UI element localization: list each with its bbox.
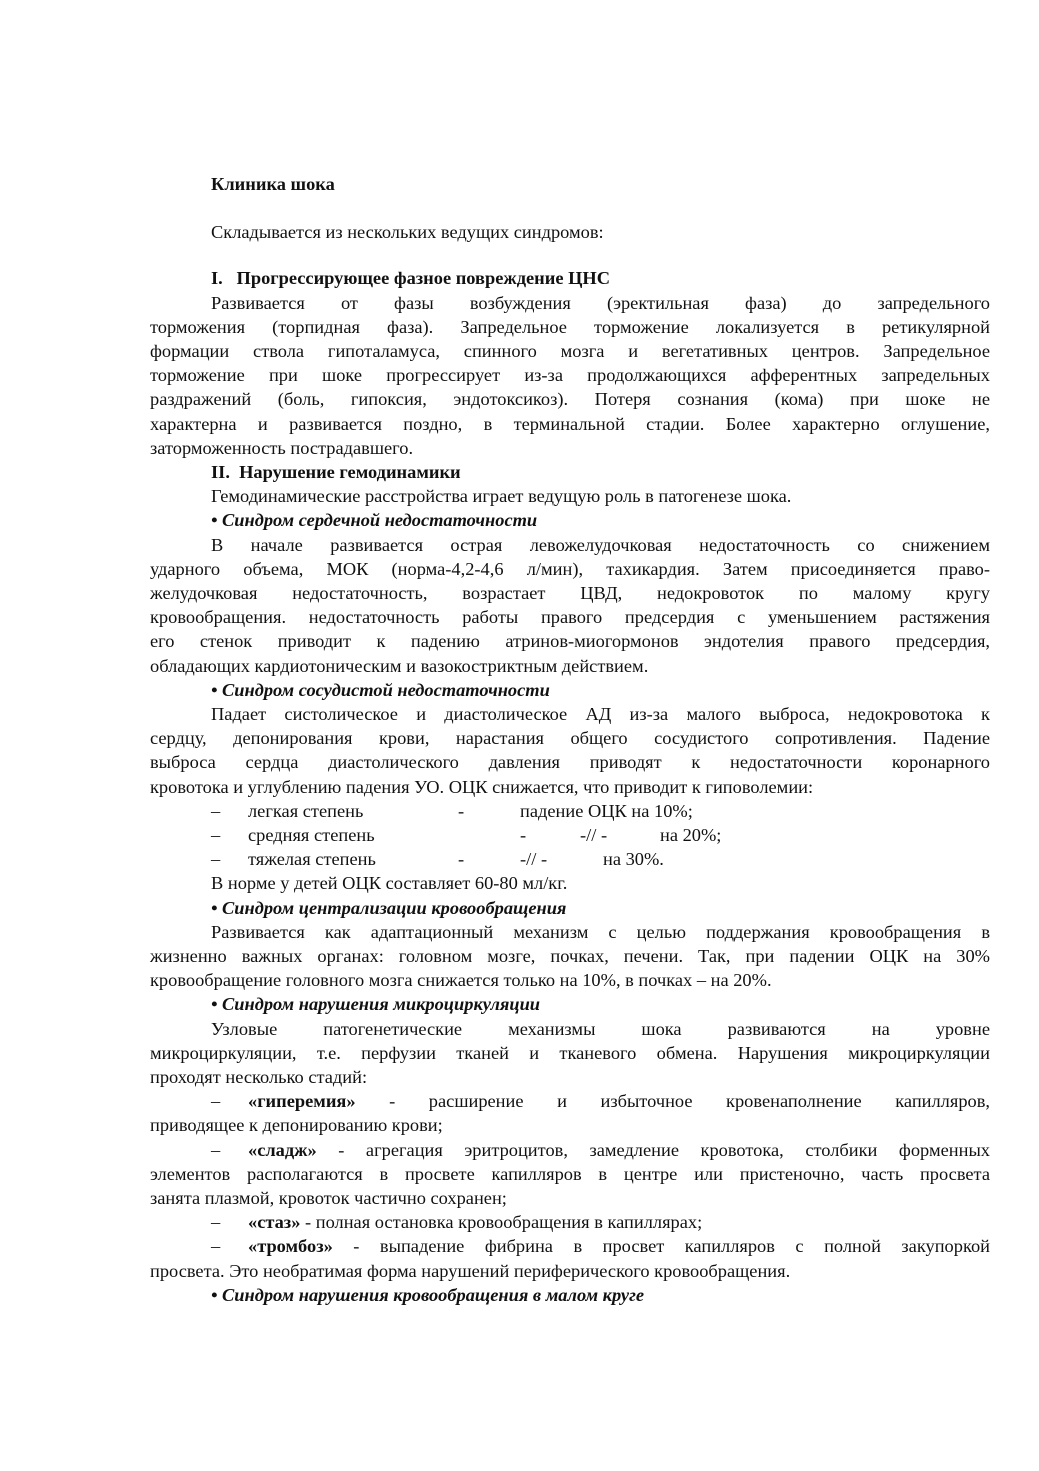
degree-ditto: -// -	[580, 825, 608, 846]
paragraph-line: кровообращение головного мозга снижается только на 10%, в почках – на 20%.	[150, 970, 772, 991]
paragraph-line: торможение при шоке прогрессирует из-за продолжающихся афферентных запредельных	[150, 365, 990, 386]
paragraph-line: микроциркуляции, т.е. перфузии тканей и тканевого обмена. Нарушения микроциркуляции	[150, 1042, 990, 1063]
stage-item	[150, 1138, 990, 1162]
degree-value: на 30%.	[603, 849, 664, 870]
subsection-heading-heart: • Синдром сердечной недостаточности	[211, 510, 538, 531]
stage-description: - агрегация эритроцитов, замедление кровотока, столбики форменных	[316, 1139, 990, 1160]
subsection-heading-centralization: • Синдром централизации кровообращения	[211, 897, 567, 918]
degree-name: легкая степень	[248, 800, 364, 821]
list-dash: –	[211, 1139, 221, 1160]
hypovolemia-degree-row	[150, 823, 990, 847]
subsection-heading-microcirculation: • Синдром нарушения микроциркуляции	[211, 994, 541, 1015]
paragraph-line: Развивается как адаптационный механизм с целью поддержания кровообращения в	[211, 921, 990, 942]
degree-separator: -	[458, 800, 465, 821]
stage-term: «стаз»	[248, 1212, 301, 1233]
paragraph-line: ударного объема, МОК (норма-4,2-4,6 л/мин), тахикардия. Затем присоединяется право-	[150, 558, 990, 579]
document-page	[150, 172, 990, 1307]
paragraph-line: Развивается от фазы возбуждения (эректильная фаза) до запредельного	[211, 292, 990, 313]
degree-value: на 20%;	[660, 825, 722, 846]
degree-separator: -	[520, 825, 527, 846]
list-dash: –	[211, 825, 221, 846]
paragraph-line: его стенок приводит к падению атринов-миогормонов эндотелия правого предсердия,	[150, 631, 990, 652]
stage-item	[150, 1210, 990, 1234]
paragraph-line: формации ствола гипоталамуса, спинного мозга и вегетативных центров. Запредельное	[150, 341, 990, 362]
paragraph-line: желудочковая недостаточность, возрастает ЦВД, недокровоток по малому кругу	[150, 583, 990, 604]
degree-ditto: -// -	[520, 849, 548, 870]
stage-item	[150, 1234, 990, 1258]
list-dash: –	[211, 849, 221, 870]
list-dash: –	[211, 800, 221, 821]
stage-description: - выпадение фибрина в просвет капилляров с полной закупоркой	[332, 1236, 990, 1257]
paragraph-line: Узловые патогенетические механизмы шока развиваются на уровне	[211, 1018, 990, 1039]
stage-term: «гиперемия»	[248, 1091, 356, 1112]
hypovolemia-degree-row	[150, 847, 990, 871]
paragraph-line: кровотока и углублению падения УО. ОЦК снижается, что приводит к гиповолемии:	[150, 776, 814, 797]
section-heading-hemodynamics: II. Нарушение гемодинамики	[211, 462, 461, 483]
paragraph-line: просвета. Это необратимая форма нарушений периферического кровообращения.	[150, 1260, 791, 1281]
list-dash: –	[211, 1236, 221, 1257]
degree-name: тяжелая степень	[248, 849, 376, 870]
subsection-heading-vascular: • Синдром сосудистой недостаточности	[211, 679, 550, 700]
stage-description: - полная остановка кровообращения в капиллярах;	[300, 1212, 703, 1233]
list-dash: –	[211, 1091, 221, 1112]
list-dash: –	[211, 1212, 221, 1233]
hypovolemia-degree-row	[150, 799, 990, 823]
stage-term: «сладж»	[248, 1139, 317, 1160]
degree-separator: -	[458, 849, 465, 870]
paragraph-line: Гемодинамические расстройства играет ведущую роль в патогенезе шока.	[211, 486, 792, 507]
intro-text: Складывается из нескольких ведущих синдромов:	[211, 222, 604, 243]
paragraph-line: торможения (торпидная фаза). Запредельное торможение локализуется в ретикулярной	[150, 316, 990, 337]
paragraph-line: характерна и развивается поздно, в терминальной стадии. Более характерно оглушение,	[150, 413, 990, 434]
section-heading-cns: I. Прогрессирующее фазное повреждение ЦНС	[211, 268, 611, 289]
paragraph-line: раздражений (боль, гипоксия, эндотоксикоз). Потеря сознания (кома) при шоке не	[150, 389, 990, 410]
paragraph-line: В начале развивается острая левожелудочковая недостаточность со снижением	[211, 534, 990, 555]
paragraph-line: заторможенность пострадавшего.	[150, 437, 414, 458]
paragraph-line: занята плазмой, кровоток частично сохранен;	[150, 1188, 507, 1209]
paragraph-line: Падает систолическое и диастолическое АД из-за малого выброса, недокровотока к	[211, 704, 990, 725]
paragraph-line: проходят несколько стадий:	[150, 1067, 368, 1088]
document-title: Клиника шока	[211, 174, 335, 194]
stage-item	[150, 1089, 990, 1113]
paragraph-line: элементов располагаются в просвете капилляров в центре или пристеночно, часть просвета	[150, 1163, 990, 1184]
paragraph-line: жизненно важных органах: головном мозге, почках, печени. Так, при падении ОЦК на 30%	[150, 946, 990, 967]
stage-term: «тромбоз»	[248, 1236, 333, 1257]
stage-description: - расширение и избыточное кровенаполнение капилляров,	[355, 1091, 990, 1112]
paragraph-line: обладающих кардиотоническим и вазокостриктным действием.	[150, 655, 649, 676]
subsection-heading-small-circle: • Синдром нарушения кровообращения в малом круге	[211, 1284, 645, 1305]
paragraph-line: сердцу, депонирования крови, нарастания общего сосудистого сопротивления. Падение	[150, 728, 990, 749]
paragraph-line: выброса сердца диастолического давления приводят к недостаточности коронарного	[150, 752, 990, 773]
paragraph-line: приводящее к депонированию крови;	[150, 1115, 443, 1136]
degree-value: падение ОЦК на 10%;	[520, 800, 693, 821]
paragraph-line: кровообращения. недостаточность работы правого предсердия с уменьшением растяжения	[150, 607, 990, 628]
paragraph-line: В норме у детей ОЦК составляет 60-80 мл/кг.	[211, 873, 568, 894]
degree-name: средняя степень	[248, 825, 375, 846]
